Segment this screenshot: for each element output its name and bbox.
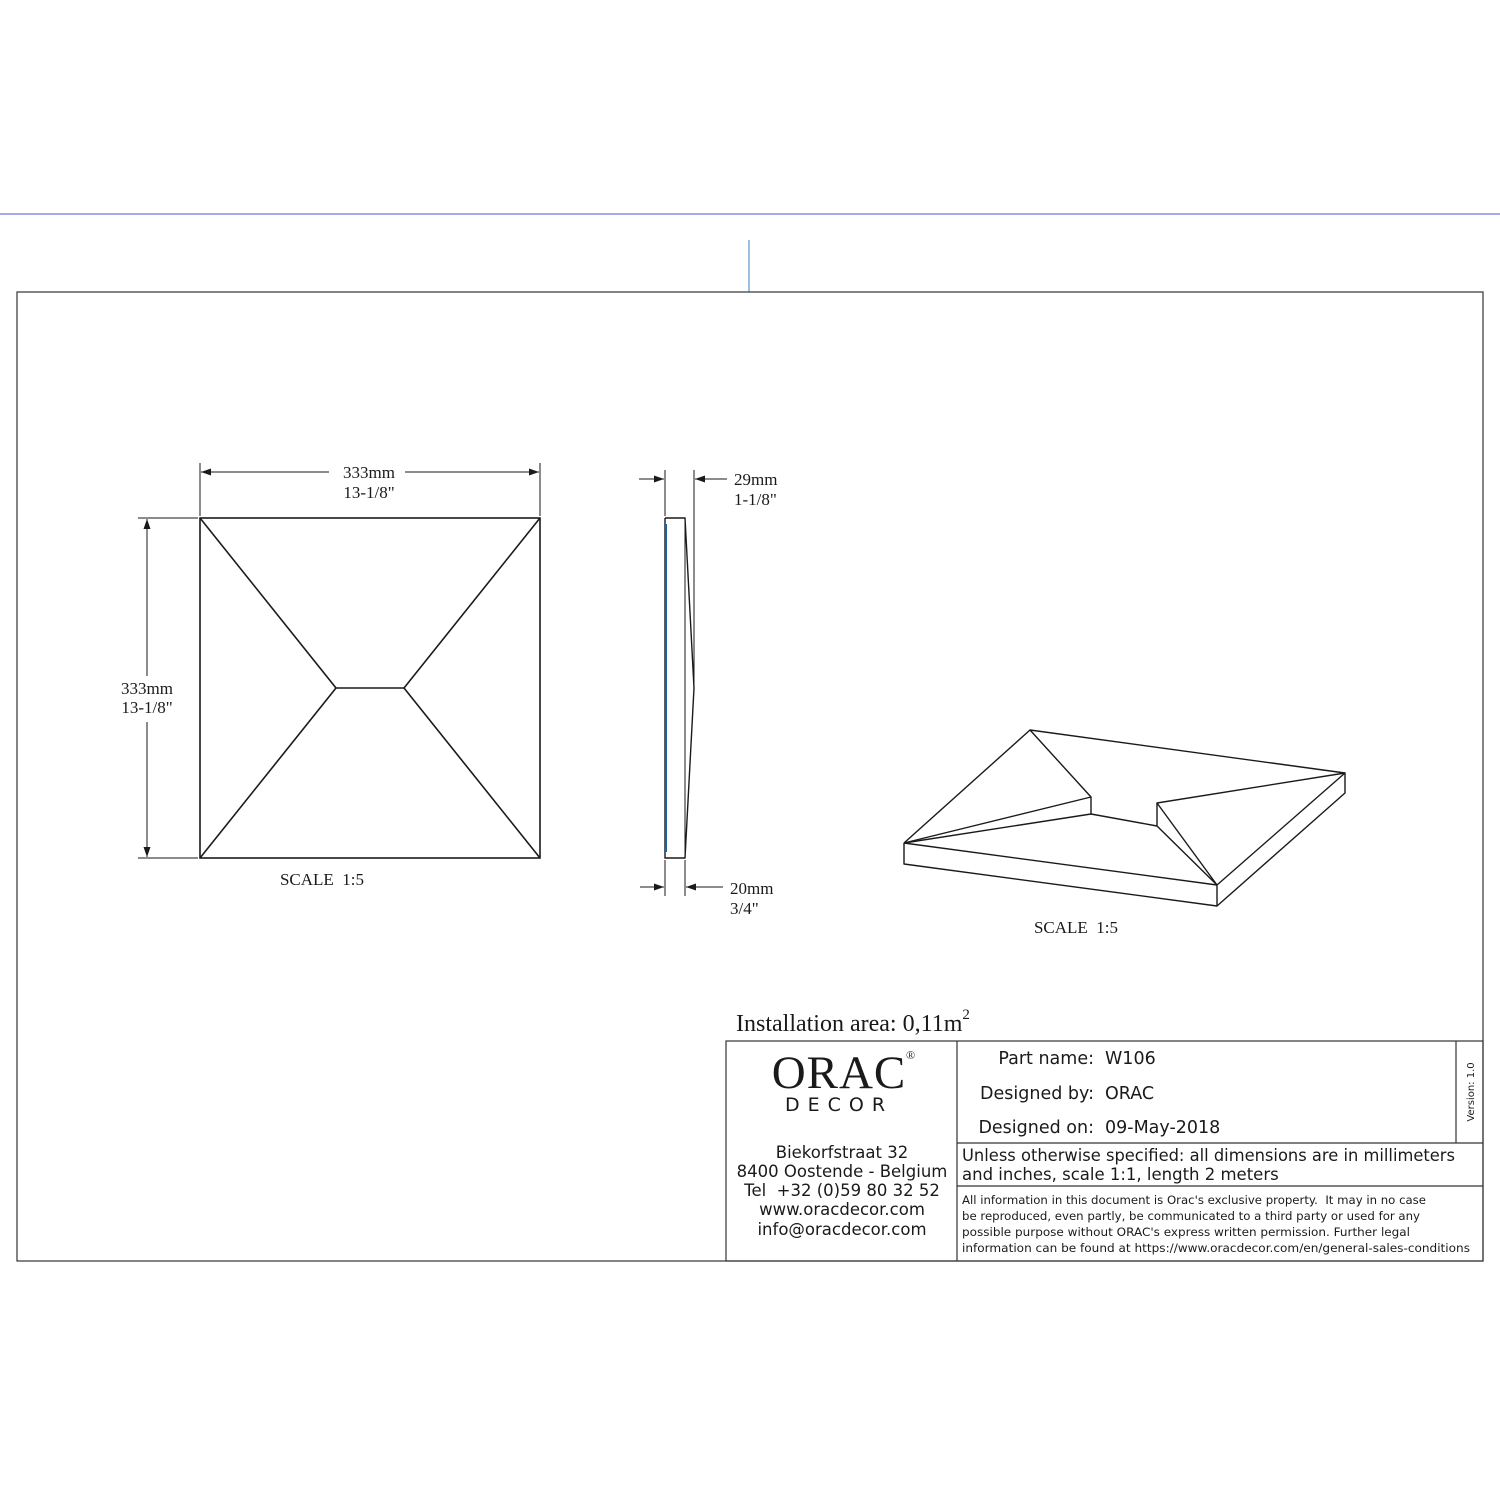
address-website: www.oracdecor.com	[759, 1200, 925, 1219]
legal-line-3: possible purpose without ORAC's express written permission. Further legal	[962, 1225, 1410, 1239]
installation-area-superscript: 2	[962, 1007, 970, 1023]
front-ridge-bottom-left	[200, 688, 336, 858]
part-name-value: W106	[1105, 1049, 1156, 1069]
iso-inner-left	[904, 730, 1091, 843]
side-view	[665, 518, 694, 858]
front-ridge-top-left	[200, 518, 336, 688]
address-email: info@oracdecor.com	[757, 1220, 927, 1239]
address-line-1: Biekorfstraat 32	[775, 1143, 909, 1162]
designed-by-label: Designed by:	[980, 1084, 1094, 1104]
spec-line-1: Unless otherwise specified: all dimensions are in millimeters	[962, 1146, 1455, 1165]
legal-line-4: information can be found at https://www.oracdecor.com/en/general-sales-conditions	[962, 1241, 1470, 1255]
height-mm-label: 333mm	[121, 679, 173, 698]
address-line-2: 8400 Oostende - Belgium	[736, 1162, 948, 1181]
legal-line-1: All information in this document is Orac's exclusive property. It may in no case	[962, 1193, 1426, 1207]
max-depth-in-label: 1-1/8"	[734, 490, 777, 509]
orac-decor-logo	[772, 1047, 915, 1116]
iso-side-faces	[904, 773, 1345, 906]
drawing-frame	[17, 292, 1483, 1261]
front-ridge-bottom-right	[404, 688, 540, 858]
logo-registered: ®	[906, 1048, 916, 1062]
legal-line-2: be reproduced, even partly, be communicated to a third party or used for any	[962, 1209, 1421, 1223]
designed-on-label: Designed on:	[978, 1118, 1094, 1138]
side-profile	[665, 518, 694, 858]
spec-line-2: and inches, scale 1:1, length 2 meters	[962, 1165, 1279, 1184]
logo-main	[772, 1047, 907, 1099]
installation-area	[736, 1007, 970, 1037]
iso-scale-label: SCALE 1:5	[1033, 918, 1119, 937]
front-view	[200, 518, 540, 858]
min-depth-in-label: 3/4"	[730, 899, 759, 918]
part-name-label: Part name:	[998, 1049, 1094, 1069]
min-depth-dimension	[640, 860, 723, 896]
iso-top-outline	[904, 730, 1345, 885]
width-mm-label: 333mm	[343, 463, 395, 482]
front-scale-label: SCALE 1:5	[279, 870, 365, 889]
iso-inner-right	[1157, 773, 1345, 885]
iso-view	[904, 730, 1345, 906]
min-depth-mm-label: 20mm	[730, 879, 774, 898]
installation-area-label: Installation area: 0,11m	[736, 1011, 963, 1037]
max-depth-dimension	[639, 470, 727, 684]
max-depth-mm-label: 29mm	[734, 470, 778, 489]
width-in-label: 13-1/8"	[343, 483, 395, 502]
designed-on-value: 09-May-2018	[1105, 1118, 1221, 1138]
height-in-label: 13-1/8"	[121, 698, 173, 717]
designed-by-value: ORAC	[1105, 1084, 1155, 1104]
front-ridge-top-right	[404, 518, 540, 688]
version-label: Version: 1.0	[1466, 1062, 1477, 1122]
address-phone: Tel +32 (0)59 80 32 52	[744, 1181, 940, 1200]
logo-main-text: ORAC	[771, 1047, 907, 1099]
logo-sub: DECOR	[784, 1094, 894, 1116]
